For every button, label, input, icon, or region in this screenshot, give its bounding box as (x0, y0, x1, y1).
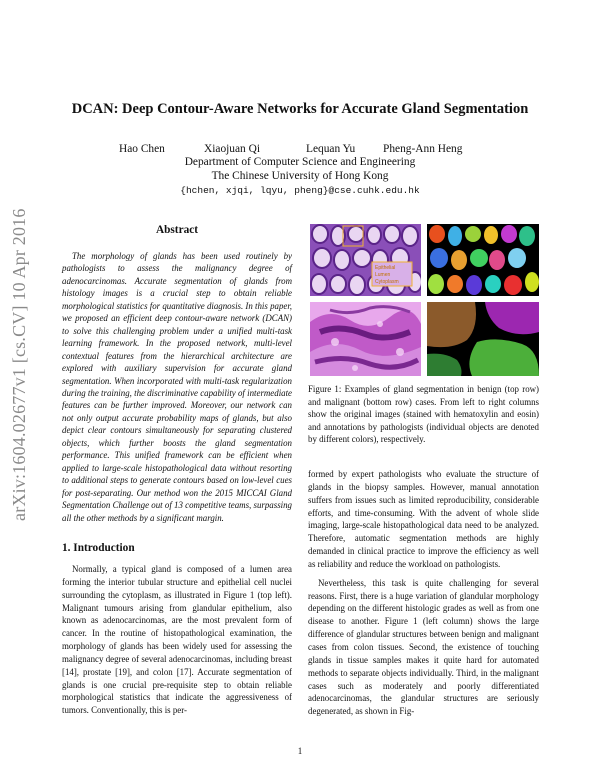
abstract-text: The morphology of glands has been used routinely by pathologists to assess the malignancy degree of adenocarcinomas. Accurate segmentation of glands from histology images is a crucial step to obtain reliable morphological statistics for quantitative diagnosis. In this paper, we proposed an efficient deep contour-aware network (DCAN) to solve this challenging problem under a unified multi-task learning framework. In the proposed network, multi-level contextual features from the hierarchical architecture are explored with auxiliary supervision for accurate gland segmentation. When incorporated with multi-task regularization during the training, the discriminative capability of intermediate features can be further improved. Moreover, our network can not only output accurate probability maps of glands, but also depict clear contours simultaneously for separating clustered objects, which further boosts the gland segmentation performance. This unified framework can be efficient when applied to large-scale histopathological data without resorting to additional steps to generate contours based on low-level cues for post-separating. Our method won the 2015 MICCAI Gland Segmentation Challenge out of 13 competitive teams, surpassing all the other methods by a significant margin. (62, 251, 293, 523)
author-name: Lequan Yu (306, 143, 356, 155)
figure-malignant-original-image (310, 302, 421, 376)
author-name: Pheng-Ann Heng (383, 143, 463, 155)
inset-label: Lumen (375, 272, 391, 278)
affiliation-university: The Chinese University of Hong Kong (211, 170, 389, 182)
introduction-text: Normally, a typical gland is composed of a lumen area forming the interior tubular structure and epithelial cell nuclei surrounding the cytoplasm, as illustrated in Figure 1 (top left). Malignant tumours arising from glandular epithelium, also known as adenocarcinomas, are the most prevalent form of cancer. In the routine of histopathological examination, the morphology of glands has been widely used for assessing the malignancy degree of several adenocarcinomas, including breast [14], prostate [19], and colon [17]. Accurate segmentation of glands is one crucial pre-requisite step to obtain reliable morphological statistics that indicate the aggressiveness of tumors. Conventionally, this is per- (62, 564, 292, 716)
figure-benign-original-image (310, 224, 421, 296)
author-name: Hao Chen (119, 143, 165, 155)
author-emails: {hchen, xjqi, lqyu, pheng}@cse.cuhk.edu.hk (180, 185, 420, 196)
arxiv-stamp: arXiv:1604.02677v1 [cs.CV] 10 Apr 2016 (9, 208, 29, 521)
introduction-heading: 1. Introduction (62, 542, 135, 554)
affiliation-department: Department of Computer Science and Engineering (184, 156, 416, 168)
paper-title: DCAN: Deep Contour-Aware Networks for Accurate Gland Segmentation (71, 101, 529, 117)
page-number: 1 (297, 746, 303, 756)
inset-label: Cytoplasm (375, 279, 399, 285)
right-column-text (308, 468, 539, 718)
paragraph: Nevertheless, this task is quite challenging for several reasons. First, there is a huge variation of glandular morphology depending on the different histologic grades as well as from one disease to another. Figure 1 (left column) shows the large difference of glandular structures between benign and malignant cases from colon tissues. Second, the existence of touching glands in tissue samples makes it quite hard for automated methods to separate objects individually. Third, in the malignant cases such as moderately and poorly differentiated adenocarcinomas, the glandular structures are seriously degenerated, as shown in Fig- (308, 577, 539, 717)
figure-benign-annotation-image (427, 224, 539, 296)
figure-malignant-annotation-image (427, 302, 539, 376)
paragraph: formed by expert pathologists who evaluate the structure of glands in the biopsy samples. However, manual annotation suffers from issues such as limited reproducibility, considerable efforts, and time-consuming. With the advent of whole slide imaging, large-scale histopathological data need to be analyzed. Therefore, automatic segmentation methods are highly demanded in clinical practice to improve the efficiency as well as reliability and reduce the workload on pathologists. (308, 469, 539, 569)
author-name: Xiaojuan Qi (204, 143, 260, 155)
figure-caption: Figure 1: Examples of gland segmentation in benign (top row) and malignant (bottom row) cases. From left to right columns show the original images (stained with hematoxylin and eosin) and annotations by pathologists (individual objects are denoted by different colors), respectively. (308, 384, 539, 445)
inset-label: Epithelial (375, 265, 396, 271)
abstract-heading: Abstract (155, 224, 199, 236)
